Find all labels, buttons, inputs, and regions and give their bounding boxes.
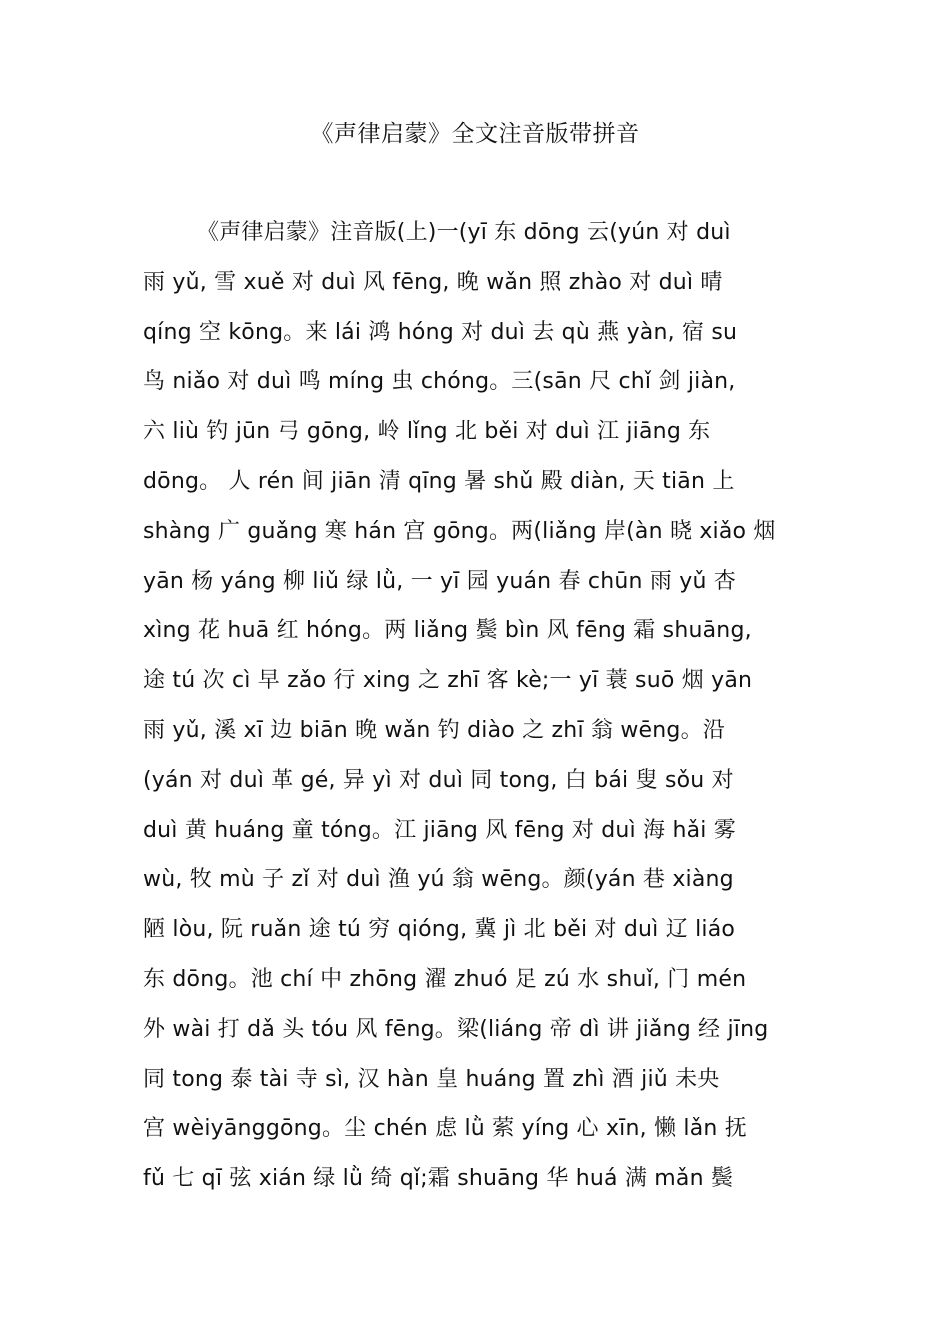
body-line: 雨 yǔ, 溪 xī 边 biān 晚 wǎn 钓 diào 之 zhī 翁 wēng。沿 [143,717,725,743]
body-line: 鸟 niǎo 对 duì 鸣 míng 虫 chóng。三(sān 尺 chǐ 剑 jiàn, [143,369,736,395]
body-line: 《声律启蒙》注音版(上)一(yī 东 dōng 云(yún 对 duì [197,220,731,245]
body-line: duì 黄 huáng 童 tóng。江 jiāng 风 fēng 对 duì 海 hǎi 雾 [143,817,736,843]
body-line: qíng 空 kōng。来 lái 鸿 hóng 对 duì 去 qù 燕 yàn, 宿 su [143,319,738,345]
body-line: 陋 lòu, 阮 ruǎn 途 tú 穷 qióng, 冀 jì 北 běi 对 duì 辽 liáo [143,917,736,943]
body-line: yān 杨 yáng 柳 liǔ 绿 lǜ, 一 yī 园 yuán 春 chūn 雨 yǔ 杏 [143,568,736,594]
document-title: 《声律启蒙》全文注音版带拼音 [310,121,640,147]
body-line: xìng 花 huā 红 hóng。两 liǎng 鬓 bìn 风 fēng 霜 shuāng, [143,618,752,644]
body-line: shàng 广 guǎng 寒 hán 宫 gōng。两(liǎng 岸(àn 晓 xiǎo 烟 [143,518,776,544]
body-line: fǔ 七 qī 弦 xián 绿 lǜ 绮 qǐ;霜 shuāng 华 huá 满 mǎn 鬓 [143,1166,734,1192]
body-line: 途 tú 次 cì 早 zǎo 行 xing 之 zhī 客 kè;一 yī 蓑 suō 烟 yān [143,668,753,694]
body-line: 东 dōng。池 chí 中 zhōng 濯 zhuó 足 zú 水 shuǐ, 门 mén [143,966,747,992]
document-body [143,213,813,1209]
body-line: 同 tong 泰 tài 寺 sì, 汉 hàn 皇 huáng 置 zhì 酒 jiǔ 未央 [143,1066,720,1092]
body-line: 六 liù 钓 jūn 弓 gōng, 岭 lǐng 北 běi 对 duì 江 jiāng 东 [143,419,711,445]
body-line: dōng。 人 rén 间 jiān 清 qīng 暑 shǔ 殿 diàn, 天 tiān 上 [143,468,735,494]
body-line: 外 wài 打 dǎ 头 tóu 风 fēng。梁(liáng 帝 dì 讲 jiǎng 经 jīng [143,1016,769,1042]
body-line: (yán 对 duì 革 gé, 异 yì 对 duì 同 tong, 白 bái 叟 sǒu 对 [143,767,734,793]
body-line: 雨 yǔ, 雪 xuě 对 duì 风 fēng, 晚 wǎn 照 zhào 对 duì 晴 [143,269,723,295]
body-line: wù, 牧 mù 子 zǐ 对 duì 渔 yú 翁 wēng。颜(yán 巷 xiàng [143,867,734,893]
body-line: 宫 wèiyānggōng。尘 chén 虑 lǜ 萦 yíng 心 xīn, 懒 lǎn 抚 [143,1116,747,1142]
